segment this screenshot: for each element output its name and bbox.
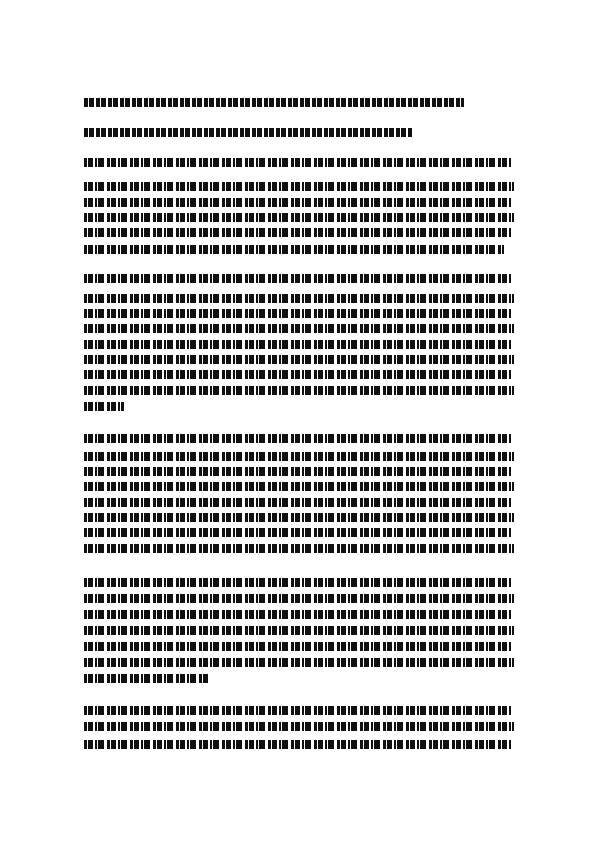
document-title (84, 98, 85, 99)
text-line (84, 158, 512, 167)
text-line (84, 674, 210, 683)
text-line (84, 434, 512, 443)
text-line (84, 213, 514, 222)
document-subtitle-line (84, 128, 412, 137)
text-line (84, 245, 504, 254)
text-line (84, 706, 512, 715)
text-line (84, 198, 512, 207)
text-line (84, 355, 514, 364)
text-line (84, 642, 512, 651)
text-line (84, 498, 512, 507)
text-line (84, 594, 514, 603)
text-line (84, 513, 514, 522)
text-line (84, 340, 512, 349)
text-line (84, 370, 512, 379)
text-line (84, 452, 514, 461)
text-line (84, 658, 514, 667)
text-line (84, 402, 124, 411)
document-subtitle (84, 128, 85, 129)
text-line (84, 722, 514, 731)
text-line (84, 324, 514, 333)
text-line (84, 228, 512, 237)
document-title-line (84, 98, 464, 107)
text-line (84, 610, 512, 619)
text-line (84, 578, 512, 587)
text-line (84, 294, 514, 303)
text-line (84, 528, 512, 537)
text-line (84, 482, 514, 491)
text-line (84, 740, 512, 749)
text-line (84, 274, 512, 283)
text-line (84, 182, 514, 191)
text-line (84, 309, 512, 318)
text-line (84, 467, 512, 476)
text-line (84, 386, 514, 395)
text-line (84, 626, 514, 635)
